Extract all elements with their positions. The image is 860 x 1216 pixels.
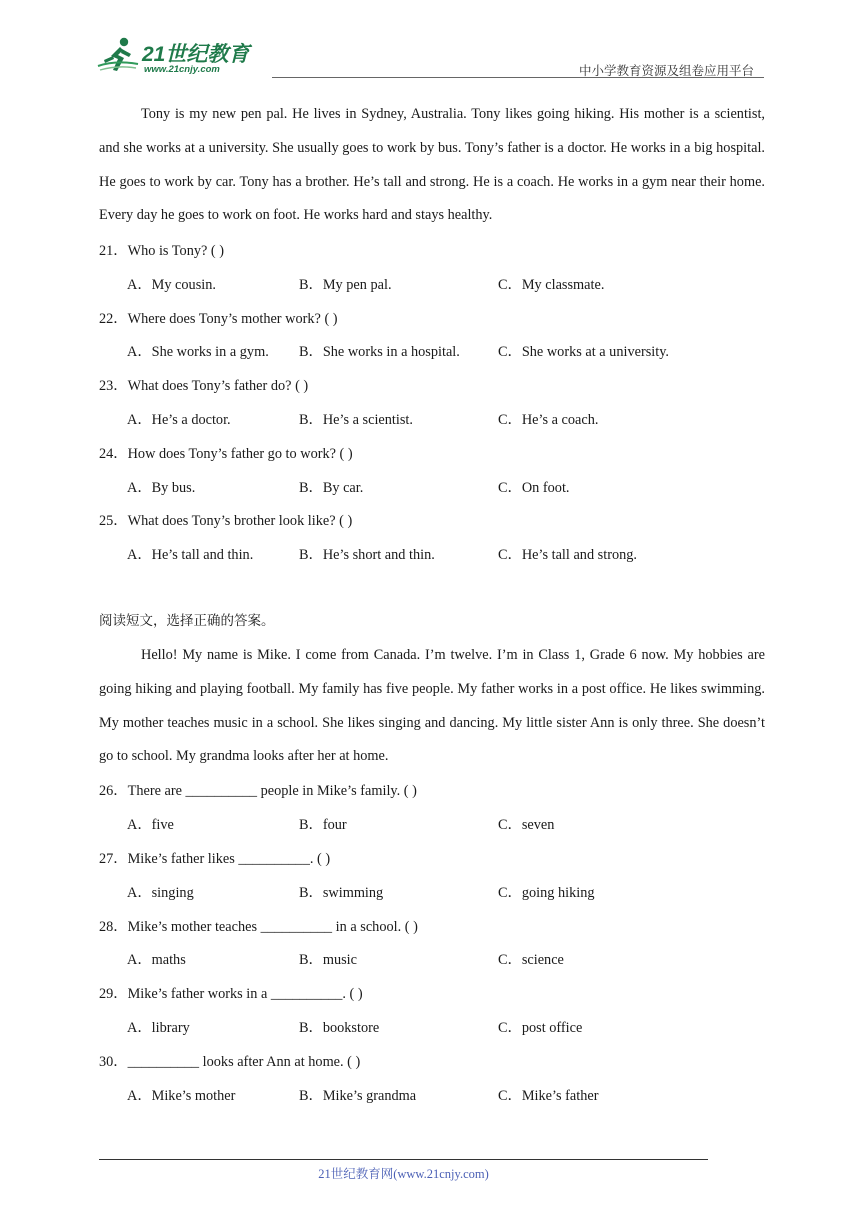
options-30 [127,1086,767,1106]
option-c: C．seven [498,817,555,833]
question-26: 26．There are __________ people in Mike’s family. ( ) [99,783,417,799]
footer-link[interactable]: 21世纪教育网(www.21cnjy.com) [318,1167,489,1181]
option-b: B．swimming [299,885,384,901]
option-b: B．music [299,952,357,968]
platform-title: 中小学教育资源及组卷应用平台 [578,64,754,78]
option-a: A．He’s a doctor. [127,412,231,428]
reading-passage-1: Tony is my new pen pal. He lives in Sydney, Australia. Tony likes going hiking. His mother is a scientist, and she works at a university. She usually goes to work by bus. Tony’s father is a doctor. He works in a big hospital. He goes to work by car. Tony has a brother. He’s tall and strong. He is a coach. He works in a gym near their home. Every day he goes to work on foot. He works hard and stays healthy. [99,106,765,224]
question-23: 23．What does Tony’s father do? ( ) [99,378,309,394]
options-27 [127,883,767,903]
logo-url: www.21cnjy.com [144,64,220,75]
option-a: A．Mike’s mother [127,1088,236,1104]
options-21 [127,275,767,295]
question-28: 28．Mike’s mother teaches __________ in a school. ( ) [99,919,418,935]
site-logo [96,34,266,78]
option-c: C．going hiking [498,885,595,901]
question-21: 21．Who is Tony? ( ) [99,243,225,259]
option-c: C．science [498,952,564,968]
option-b: B．My pen pal. [299,277,392,293]
logo-text: 21世纪教育 [142,43,250,66]
footer-divider [99,1159,708,1160]
option-c: C．On foot. [498,480,570,496]
options-29 [127,1018,767,1038]
options-24 [127,478,767,498]
option-a: A．maths [127,952,186,968]
option-c: C．He’s a coach. [498,412,599,428]
option-b: B．He’s short and thin. [299,547,435,563]
option-b: B．He’s a scientist. [299,412,413,428]
options-25 [127,545,767,565]
question-22: 22．Where does Tony’s mother work? ( ) [99,311,338,327]
option-c: C．Mike’s father [498,1088,599,1104]
option-b: B．She works in a hospital. [299,344,460,360]
options-26 [127,815,767,835]
option-a: A．She works in a gym. [127,344,269,360]
question-30: 30．__________ looks after Ann at home. ( ) [99,1054,361,1070]
option-b: B．By car. [299,480,364,496]
option-c: C．post office [498,1020,583,1036]
option-c: C．He’s tall and strong. [498,547,637,563]
option-a: A．library [127,1020,190,1036]
options-22 [127,342,767,362]
option-a: A．He’s tall and thin. [127,547,254,563]
option-a: A．My cousin. [127,277,216,293]
option-c: C．She works at a university. [498,344,670,360]
option-a: A．five [127,817,174,833]
option-b: B．bookstore [299,1020,380,1036]
reading-passage-2: Hello! My name is Mike. I come from Canada. I’m twelve. I’m in Class 1, Grade 6 now. My hobbies are going hiking and playing football. My family has five people. My father works in a post office. He likes swimming. My mother teaches music in a school. She likes singing and dancing. My little sister Ann is only three. She doesn’t go to school. My grandma looks after her at home. [99,647,765,765]
options-23 [127,410,767,430]
question-24: 24．How does Tony’s father go to work? ( ) [99,446,353,462]
section-instruction: 阅读短文，选择正确的答案。 [99,613,275,629]
options-28 [127,950,767,970]
option-a: A．singing [127,885,194,901]
option-c: C．My classmate. [498,277,605,293]
question-25: 25．What does Tony’s brother look like? ( ) [99,513,353,529]
option-b: B．four [299,817,347,833]
question-29: 29．Mike’s father works in a __________. ( ) [99,986,363,1002]
question-27: 27．Mike’s father likes __________. ( ) [99,851,331,867]
option-a: A．By bus. [127,480,196,496]
header-divider [272,77,764,78]
option-b: B．Mike’s grandma [299,1088,417,1104]
runner-logo-icon [96,36,140,76]
page-header [96,34,764,78]
